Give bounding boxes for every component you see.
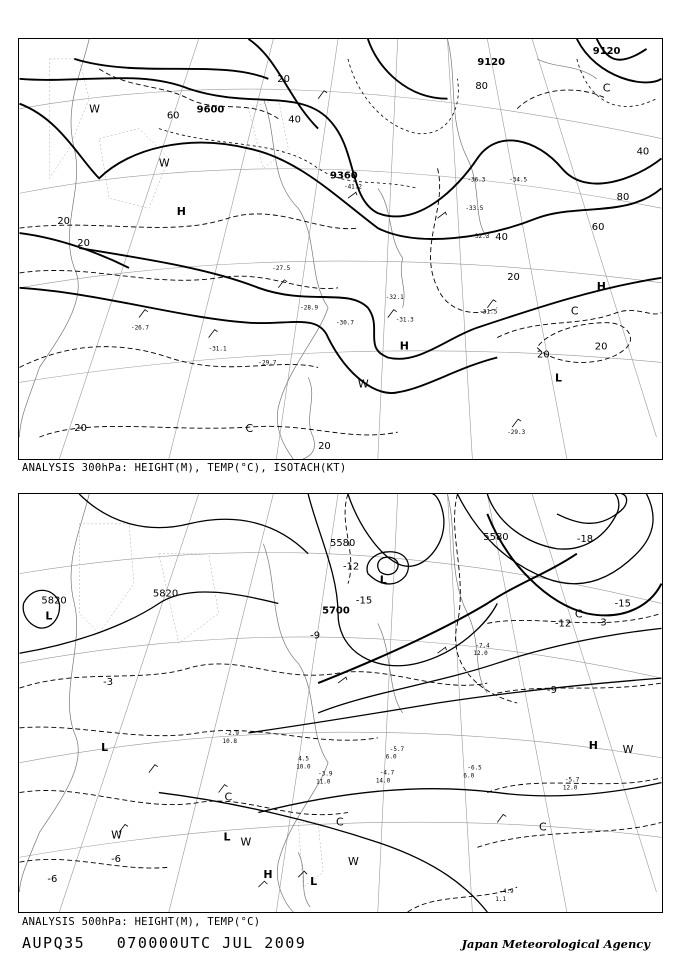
height-contours — [20, 494, 662, 912]
high-center-label: H — [588, 738, 598, 752]
height-label: 5820 — [152, 588, 179, 600]
isotherm-label: -15 — [355, 595, 373, 607]
station-dewpoint: 12.0 — [562, 784, 578, 792]
isotherms-dashed — [20, 69, 662, 437]
station-dewpoint: 11.0 — [316, 778, 331, 786]
station-dewpoint: 6.0 — [463, 772, 475, 780]
coastlines — [20, 494, 488, 912]
low-center-label: L — [554, 371, 562, 385]
isotherm-label: -6 — [47, 874, 58, 886]
hatched-high-terrain — [49, 59, 288, 208]
pressure-systems — [89, 82, 611, 435]
station-temp: -31.1 — [208, 345, 227, 353]
station-temp: -4.7 — [379, 769, 395, 777]
station-temp: 4.5 — [298, 755, 309, 763]
warm-center-label: W — [357, 377, 369, 391]
cold-center-label: C — [574, 607, 583, 621]
isotach-label: 40 — [288, 114, 301, 126]
low-center-label: L — [310, 875, 318, 889]
isotherm-label: -18 — [576, 533, 594, 545]
station-temp: -31.3 — [395, 316, 414, 324]
isotherm-label: -3 — [596, 617, 607, 629]
station-dewpoint: 10.8 — [222, 737, 237, 745]
graticule — [20, 39, 662, 459]
station-temp: -33.5 — [465, 205, 484, 213]
station-temp: -5.7 — [389, 745, 405, 753]
height-labels — [196, 45, 621, 184]
height-label: 5700 — [322, 605, 350, 617]
isotherms-dashed — [20, 494, 662, 912]
station-temp: -36.3 — [467, 176, 486, 184]
station-temp: -34.5 — [509, 176, 528, 184]
station-temp: -3.9 — [318, 770, 333, 778]
station-temp: -30.7 — [336, 319, 354, 327]
map-300hpa-canvas — [19, 39, 662, 459]
height-label: 5580 — [483, 531, 509, 543]
station-temp: -26.7 — [130, 324, 149, 332]
isotherm-label: -12 — [554, 618, 572, 630]
station-dewpoint: 1.1 — [495, 896, 507, 904]
map-panel-300hpa — [18, 38, 663, 460]
isotach-label: 20 — [74, 423, 87, 435]
height-label: 9360 — [330, 170, 358, 182]
station-dewpoint: 6.0 — [385, 753, 397, 761]
height-label: 9120 — [592, 45, 621, 57]
warm-center-label: W — [89, 102, 101, 116]
station-temp: -2.9 — [224, 729, 239, 737]
station-temp: -6.5 — [467, 764, 482, 772]
high-center-label: H — [263, 868, 273, 882]
low-center-label: L — [101, 740, 109, 754]
wind-barbs — [139, 91, 521, 427]
station-dewpoint: 12.0 — [473, 650, 488, 658]
isotach-label: 20 — [507, 271, 520, 283]
height-label: 9120 — [477, 56, 506, 68]
isotach-label: 20 — [594, 341, 608, 353]
map-panel-500hpa — [18, 493, 663, 913]
isotherm-label: -15 — [614, 598, 631, 610]
warm-center-label: W — [347, 855, 359, 869]
station-temp: -32.3 — [471, 233, 490, 241]
high-center-label: H — [596, 279, 606, 293]
isotach-label: 80 — [475, 80, 489, 92]
station-temp: -29.7 — [258, 359, 277, 367]
isotach-label: 20 — [77, 238, 90, 250]
station-temp: -5.7 — [564, 776, 580, 784]
isotherm-label: -9 — [310, 630, 321, 642]
station-obs — [223, 642, 580, 903]
warm-center-label: W — [240, 835, 252, 849]
cold-center-label: C — [570, 304, 579, 318]
low-center-label: L — [379, 573, 387, 587]
station-temp: -31.5 — [479, 308, 498, 316]
high-center-label: H — [176, 205, 186, 219]
height-label: 9600 — [196, 104, 225, 116]
station-temp: -28.9 — [300, 304, 319, 312]
station-dewpoint: 10.0 — [296, 763, 311, 771]
station-dewpoint: 14.0 — [375, 777, 391, 785]
station-temps — [131, 176, 528, 436]
isotachs-dashed — [159, 56, 657, 191]
isotherm-label: -6 — [111, 854, 122, 866]
isotach-label: 60 — [591, 222, 605, 234]
low-center-label: L — [223, 830, 231, 844]
issue-time: 070000UTC JUL 2009 — [116, 934, 307, 952]
isotach-label: 60 — [166, 110, 180, 122]
isotach-label: 20 — [277, 73, 290, 85]
station-temp: -7.4 — [475, 642, 490, 650]
low-center-label: L — [45, 609, 53, 623]
cold-center-label: C — [602, 81, 611, 95]
wind-barbs — [119, 647, 506, 887]
cold-center-label: C — [336, 815, 344, 829]
cold-center-label: C — [245, 422, 254, 436]
coastlines — [20, 39, 597, 459]
isotach-label: 80 — [616, 192, 630, 204]
caption-300hpa: ANALYSIS 300hPa: HEIGHT(M), TEMP(°C), ISOTACH(KT) — [22, 462, 347, 474]
chart-title: AUPQ35 — [22, 934, 86, 952]
station-temp: -4.9 — [499, 888, 514, 896]
caption-500hpa: ANALYSIS 500hPa: HEIGHT(M), TEMP(°C) — [22, 916, 261, 928]
cold-center-label: C — [224, 790, 233, 804]
isotherm-label: -9 — [547, 685, 557, 697]
height-label: 5580 — [330, 537, 356, 549]
isotach-label: 20 — [57, 216, 71, 228]
isotach-label: 20 — [318, 441, 331, 453]
station-temp: -41.2 — [343, 183, 362, 191]
warm-center-label: W — [111, 828, 122, 842]
station-temp: -27.5 — [272, 264, 291, 272]
agency-name: Japan Meteorological Agency — [461, 937, 650, 951]
station-temp: -29.3 — [507, 429, 526, 437]
map-500hpa-canvas — [19, 494, 662, 912]
isotach-label: 20 — [537, 349, 550, 361]
isotach-label: 40 — [495, 232, 508, 244]
isotherm-label: -3 — [103, 677, 114, 689]
chart-identifier — [22, 934, 306, 952]
graticule — [20, 494, 662, 912]
warm-center-label: W — [158, 156, 170, 170]
warm-center-label: W — [622, 742, 634, 756]
isotach-label: 40 — [636, 146, 650, 158]
high-center-label: H — [399, 339, 409, 353]
station-temp: -32.1 — [385, 293, 404, 301]
isotherm-label: -12 — [342, 561, 360, 573]
cold-center-label: C — [539, 820, 547, 834]
height-label: 5820 — [41, 595, 67, 607]
